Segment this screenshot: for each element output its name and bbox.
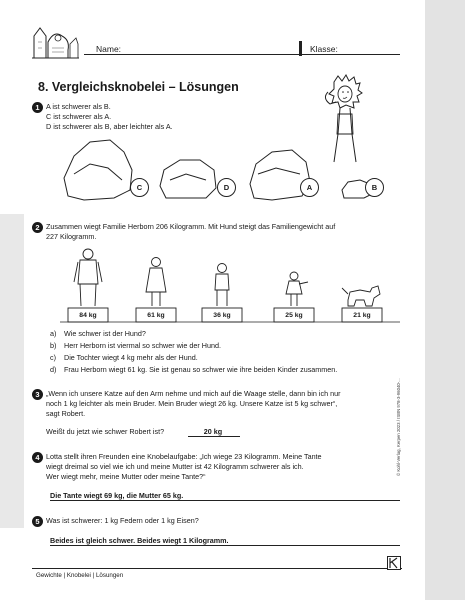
rock-label-a: A [300,178,319,197]
task-5-number: 5 [32,516,43,527]
scale-weight-son: 36 kg [213,312,231,319]
task-2-item-a-text: Wie schwer ist der Hund? [64,329,146,338]
task-5-answer: Beides ist gleich schwer. Beides wiegt 1 Kilogramm. [50,536,229,545]
task-4-line-3: Wer wiegt mehr, meine Mutter oder meine Tante?“ [46,472,206,481]
task-3-answer-line [188,436,240,437]
task-5-question: Was ist schwerer: 1 kg Federn oder 1 kg Eisen? [46,516,199,525]
task-3-line-1: „Wenn ich unsere Katze auf den Arm nehme und mich auf die Waage stelle, dann bin ich nur [46,389,341,398]
task-4-number: 4 [32,452,43,463]
task-2-line-2: 227 Kilogramm. [46,232,97,241]
scale-weight-dog: 21 kg [353,312,371,319]
kohl-logo [387,556,401,570]
task-2-number: 2 [32,222,43,233]
scale-weight-father: 84 kg [79,312,97,319]
task-4-answer-line [50,500,400,501]
task-1-line-1: A ist schwerer als B. [46,102,111,111]
rock-label-c: C [130,178,149,197]
knight-logo [30,22,80,60]
task-2-item-d-letter: d) [50,365,57,374]
task-1-line-3: D ist schwerer als B, aber leichter als A. [46,122,173,131]
scale-weight-mother: 61 kg [147,312,165,319]
task-2-item-d-text: Frau Herborn wiegt 61 kg. Sie ist genau so schwer wie ihre beiden Kinder zusammen. [64,365,338,374]
page-title: 8. Vergleichsknobelei – Lösungen [38,80,239,94]
task-3-line-3: sagt Robert. [46,409,86,418]
task-2-line-1: Zusammen wiegt Familie Herborn 206 Kilogramm. Mit Hund steigt das Familiengewicht auf [46,222,336,231]
task-1-number: 1 [32,102,43,113]
family-on-scales [60,248,400,328]
side-copyright: © Kohl-Verlag, Kerpen 2023 / ISBN 978-3-96040-... [396,378,401,476]
name-label: Name: [96,44,122,54]
footer-line [32,568,402,569]
task-1-line-2: C ist schwerer als A. [46,112,112,121]
rock-label-d: D [217,178,236,197]
task-3-number: 3 [32,389,43,400]
task-2-item-a-letter: a) [50,329,57,338]
task-3-line-2: noch 1 kg leichter als mein Bruder. Mein Bruder wiegt 26 kg. Unsere Katze ist 5 kg schwer“, [46,399,338,408]
task-4-answer: Die Tante wiegt 69 kg, die Mutter 65 kg. [50,491,184,500]
task-3-answer: 20 kg [203,427,223,436]
task-2-item-b-text: Herr Herborn ist viermal so schwer wie der Hund. [64,341,221,350]
footer-text: Gewichte | Knobelei | Lösungen [36,572,124,579]
rocks-illustration [60,134,400,204]
task-2-item-c-letter: c) [50,353,56,362]
task-5-answer-line [50,545,400,546]
class-label: Klasse: [310,44,338,54]
task-2-item-c-text: Die Tochter wiegt 4 kg mehr als der Hund. [64,353,198,362]
task-3-question: Weißt du jetzt wie schwer Robert ist? [46,427,165,436]
header-underline [84,54,400,55]
task-4-line-2: wiegt dreimal so viel wie ich und meine Mutter ist 42 Kilogramm schwerer als ich. [46,462,304,471]
right-margin-bar [425,0,465,600]
left-margin-tab [0,214,24,528]
scale-weight-daughter: 25 kg [285,312,303,319]
task-2-item-b-letter: b) [50,341,57,350]
rock-label-b: B [365,178,384,197]
task-4-line-1: Lotta stellt ihren Freunden eine Knobelaufgabe: „Ich wiege 23 Kilogramm. Meine Tante [46,452,322,461]
